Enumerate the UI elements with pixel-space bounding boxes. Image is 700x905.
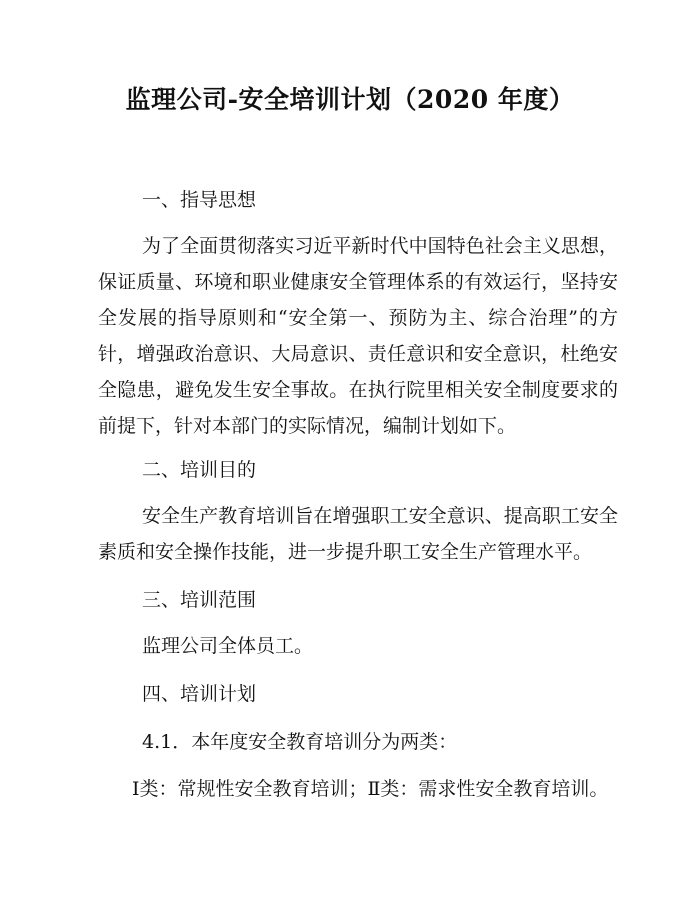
document-title: 监理公司-安全培训计划（2020 年度） [125, 85, 575, 114]
plan-item-4-1: 4.1．本年度安全教育培训分为两类： [142, 731, 458, 753]
plan-item-categories: Ⅰ类：常规性安全教育培训；Ⅱ类：需求性安全教育培训。 [132, 778, 609, 800]
section-paragraph-training-purpose: 安全生产教育培训旨在增强职工安全意识、提高职工安全素质和安全操作技能，进一步提升职工安全生产管理水平。 [98, 505, 618, 563]
section-heading-training-scope: 三、培训范围 [142, 589, 257, 611]
section-paragraph-training-scope: 监理公司全体员工。 [142, 635, 314, 657]
section-heading-guiding-ideology: 一、指导思想 [142, 189, 257, 211]
section-heading-training-plan: 四、培训计划 [142, 683, 257, 705]
section-heading-training-purpose: 二、培训目的 [142, 459, 257, 481]
section-paragraph-guiding-ideology: 为了全面贯彻落实习近平新时代中国特色社会主义思想，保证质量、环境和职业健康安全管理体系的有效运行，坚持安全发展的指导原则和“安全第一、预防为主、综合治理”的方针，增强政治意识、大局意识、责任意识和安全意识，杜绝安全隐患，避免发生安全事故。在执行院里相关安全制度要求的前提下，针对本部门的实际情况，编制计划如下。 [98, 235, 618, 437]
